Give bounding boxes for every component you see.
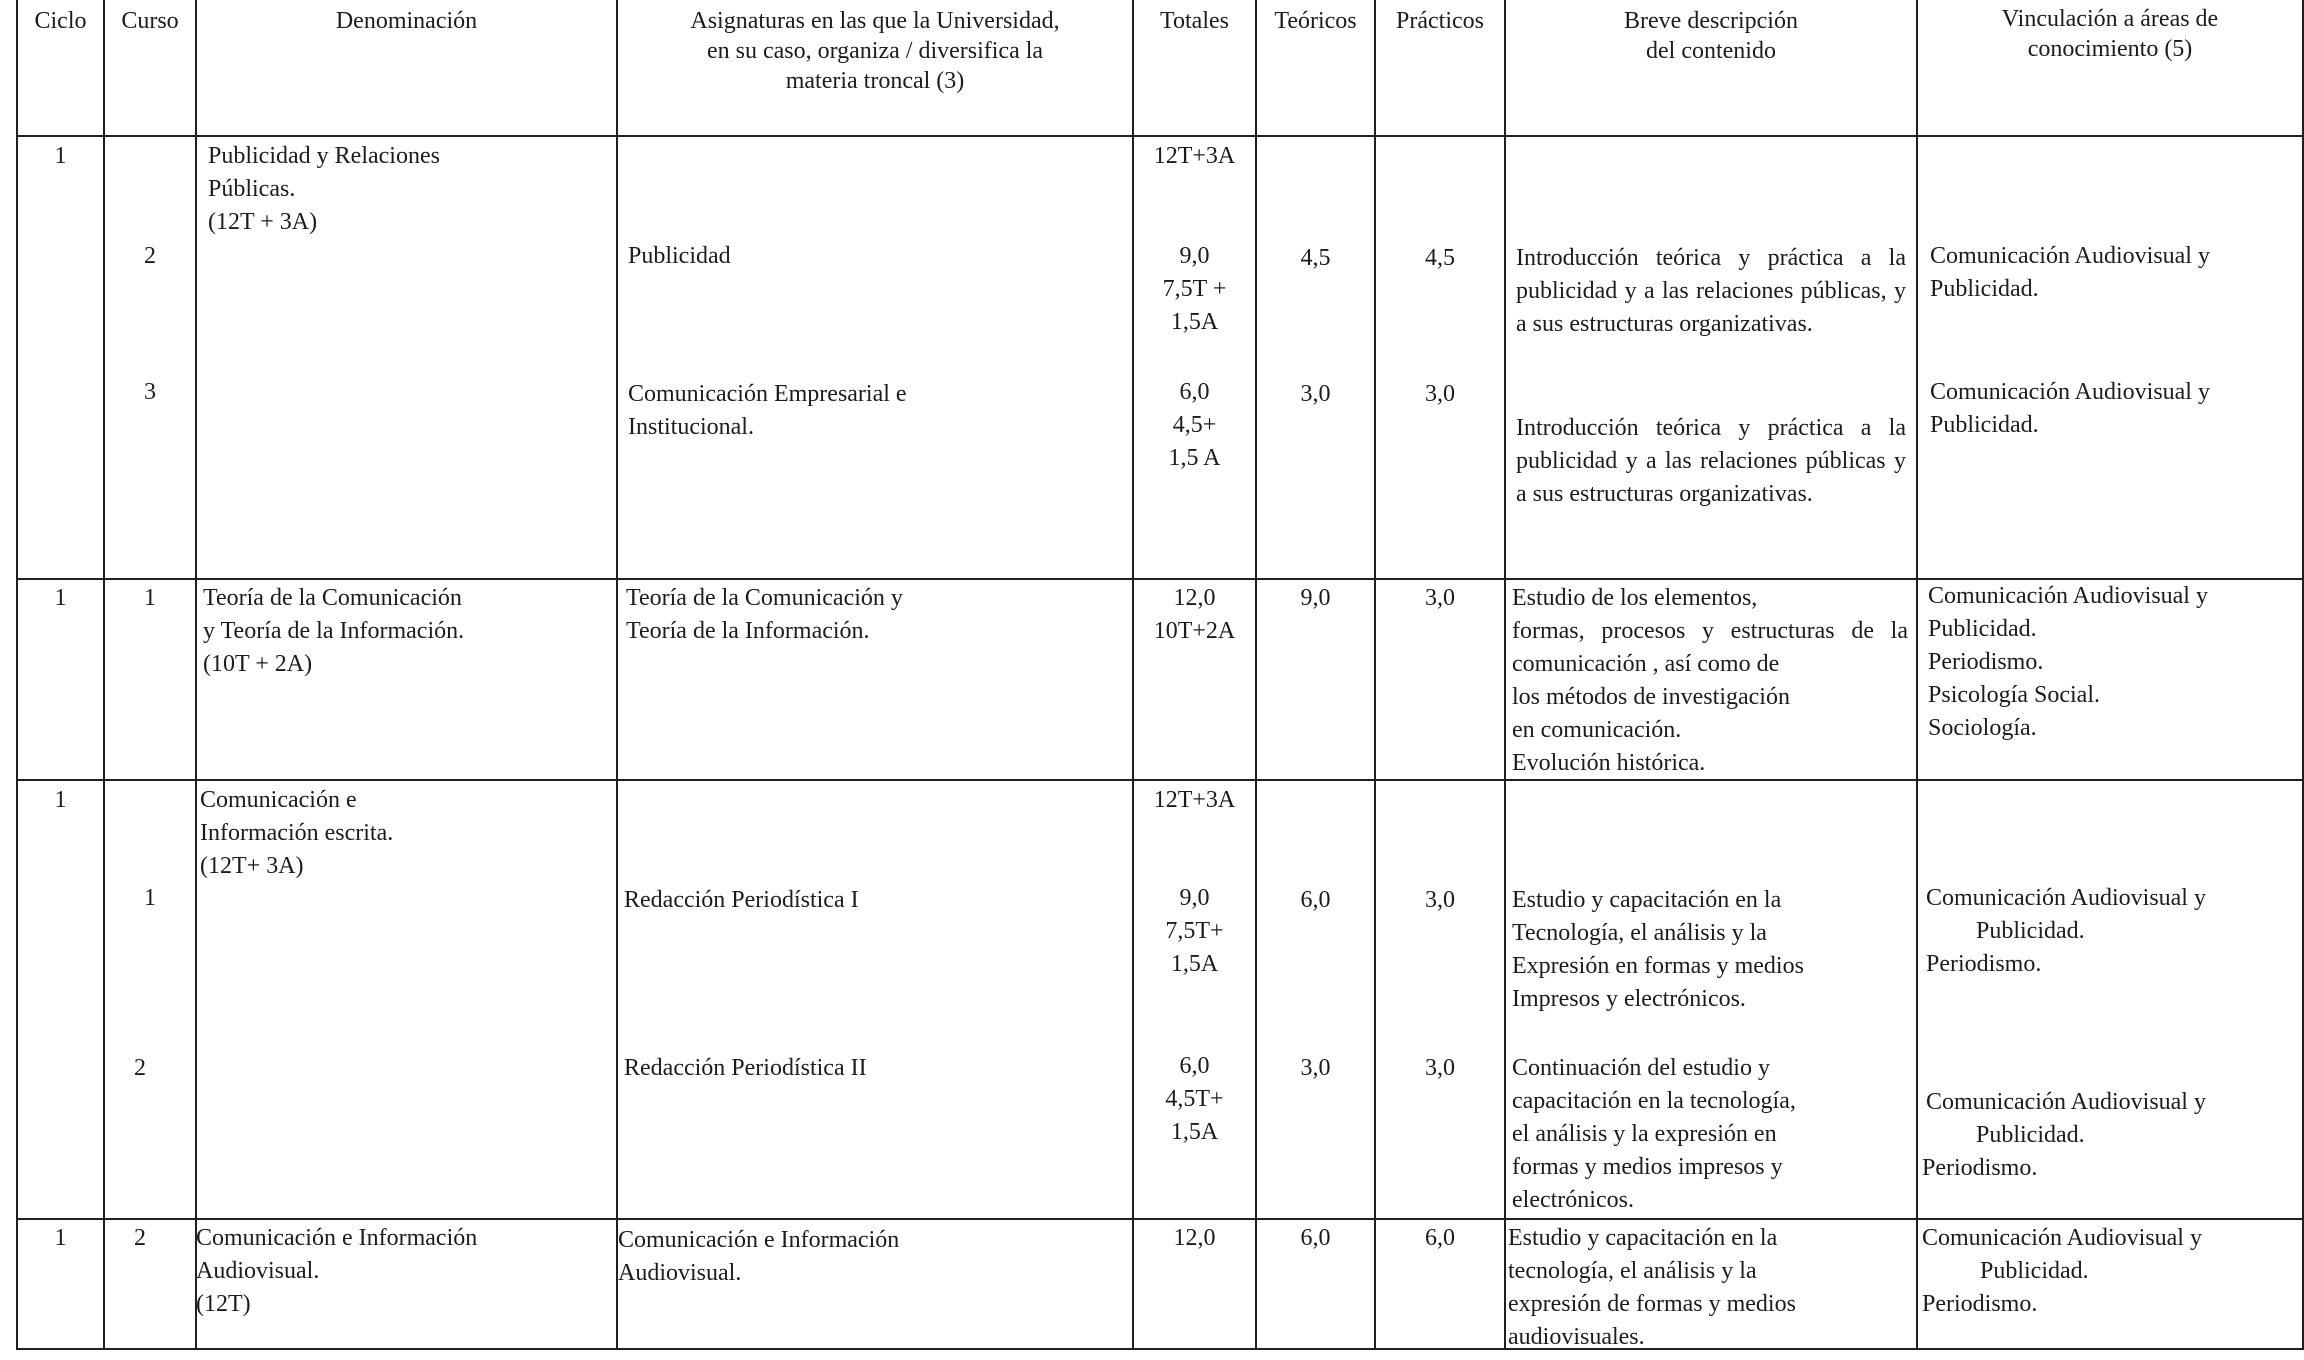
block2-descripcion-l3: los métodos de investigación en comunicación. Evolución histórica. <box>1512 684 1790 776</box>
row-divider <box>16 1348 2304 1350</box>
block2-asignatura: Teoría de la Comunicación y Teoría de la Información. <box>626 585 903 644</box>
block3-totales: 12T+3A <box>1153 787 1236 813</box>
block3-row2-curso: 2 <box>134 1055 146 1081</box>
block1-row2-practicos: 3,0 <box>1425 381 1455 407</box>
block2-descripcion-l1: Estudio de los elementos, <box>1512 585 1758 611</box>
block4-practicos: 6,0 <box>1425 1225 1455 1251</box>
block3-row2-practicos: 3,0 <box>1425 1055 1455 1081</box>
header-teoricos: Teóricos <box>1274 8 1357 34</box>
row-divider <box>16 135 2304 137</box>
block2-practicos: 3,0 <box>1425 585 1455 611</box>
block4-vinculacion-l2: Publicidad. <box>1980 1258 2089 1284</box>
column-divider <box>1374 0 1376 1350</box>
block3-row1-teoricos: 6,0 <box>1300 887 1331 913</box>
column-divider <box>16 0 18 1350</box>
block1-totales: 12T+3A <box>1153 143 1236 169</box>
block2-teoricos: 9,0 <box>1300 585 1331 611</box>
block3-row1-vinculacion-l1: Comunicación Audiovisual y <box>1926 885 2206 911</box>
block3-row2-teoricos: 3,0 <box>1300 1055 1331 1081</box>
block2-totales: 12,0 10T+2A <box>1153 585 1236 644</box>
block3-row1-descripcion: Estudio y capacitación en la Tecnología, el análisis y la Expresión en formas y medios Impresos y electrónicos. <box>1512 887 1804 1012</box>
block3-row1-asignatura: Redacción Periodística I <box>624 887 859 913</box>
block4-teoricos: 6,0 <box>1300 1225 1331 1251</box>
block1-row1-asignatura: Publicidad <box>628 243 731 269</box>
block4-vinculacion-l1: Comunicación Audiovisual y <box>1922 1225 2202 1251</box>
block2-vinculacion: Comunicación Audiovisual y Publicidad. Periodismo. Psicología Social. Sociología. <box>1928 583 2208 741</box>
block4-asignatura: Comunicación e Información Audiovisual. <box>618 1227 900 1286</box>
header-totales: Totales <box>1160 8 1229 34</box>
header-asignaturas: Asignaturas en las que la Universidad, en su caso, organiza / diversifica la materia troncal (3) <box>690 8 1060 94</box>
block2-denominacion: Teoría de la Comunicación y Teoría de la Información. (10T + 2A) <box>203 585 465 677</box>
column-divider <box>103 0 105 1350</box>
block3-row2-totales: 6,0 4,5T+ 1,5A <box>1165 1053 1224 1145</box>
block4-descripcion: Estudio y capacitación en la tecnología, el análisis y la expresión de formas y medios audiovisuales. <box>1508 1225 1796 1350</box>
block1-row1-vinculacion: Comunicación Audiovisual y Publicidad. <box>1930 243 2210 302</box>
block4-curso: 2 <box>134 1225 146 1251</box>
block2-ciclo: 1 <box>54 585 67 611</box>
header-descripcion: Breve descripción del contenido <box>1624 8 1798 64</box>
block1-row1-curso: 2 <box>144 243 156 269</box>
block3-denominacion: Comunicación e Información escrita. (12T+ 3A) <box>200 787 394 879</box>
block1-row2-totales: 6,0 4,5+ 1,5 A <box>1168 379 1221 471</box>
block3-row1-vinculacion-l3: Periodismo. <box>1926 951 2042 977</box>
header-curso: Curso <box>121 8 179 34</box>
block2-descripcion-l2: formas, procesos y estructuras de la comunicación , así como de <box>1512 618 1908 677</box>
block1-row2-curso: 3 <box>144 379 156 405</box>
block3-row1-practicos: 3,0 <box>1425 887 1455 913</box>
row-divider <box>16 779 2304 781</box>
block4-totales: 12,0 <box>1173 1225 1216 1251</box>
block4-denominacion: Comunicación e Información Audiovisual. (12T) <box>196 1225 478 1317</box>
row-divider <box>16 1218 2304 1220</box>
block3-row2-asignatura: Redacción Periodística II <box>624 1055 867 1081</box>
block3-row1-totales: 9,0 7,5T+ 1,5A <box>1165 885 1224 977</box>
header-practicos: Prácticos <box>1396 8 1484 34</box>
block3-row2-vinculacion-l1: Comunicación Audiovisual y <box>1926 1089 2206 1115</box>
column-divider <box>1504 0 1506 1350</box>
header-vinculacion: Vinculación a áreas de conocimiento (5) <box>2001 6 2219 62</box>
block3-row2-descripcion: Continuación del estudio y capacitación en la tecnología, el análisis y la expresión en formas y medios impresos y electrónicos. <box>1512 1055 1796 1213</box>
block3-row1-vinculacion-l2: Publicidad. <box>1976 918 2085 944</box>
block1-row2-teoricos: 3,0 <box>1300 381 1331 407</box>
column-divider <box>195 0 197 1350</box>
block1-row2-vinculacion: Comunicación Audiovisual y Publicidad. <box>1930 379 2210 438</box>
block3-row2-vinculacion-l2: Publicidad. <box>1976 1122 2085 1148</box>
block3-row1-curso: 1 <box>144 885 156 911</box>
column-divider <box>616 0 618 1350</box>
block1-row2-asignatura: Comunicación Empresarial e Institucional. <box>628 381 907 440</box>
block4-ciclo: 1 <box>54 1225 67 1251</box>
header-ciclo: Ciclo <box>34 8 87 34</box>
header-denominacion: Denominación <box>335 8 478 34</box>
block1-denominacion: Publicidad y Relaciones Públicas. (12T + 3A) <box>208 143 440 235</box>
column-divider <box>1916 0 1918 1350</box>
block1-row1-descripcion: Introducción teórica y práctica a la publicidad y a las relaciones públicas, y a sus estructuras organizativas. <box>1516 245 1906 337</box>
block1-ciclo: 1 <box>54 143 67 169</box>
column-divider <box>1255 0 1257 1350</box>
block1-row2-descripcion: Introducción teórica y práctica a la publicidad y a las relaciones públicas y a sus estructuras organizativas. <box>1516 415 1906 507</box>
block1-row1-totales: 9,0 7,5T + 1,5A <box>1162 243 1227 335</box>
block3-row2-vinculacion-l3: Periodismo. <box>1922 1155 2038 1181</box>
block3-ciclo: 1 <box>54 787 67 813</box>
block2-curso: 1 <box>144 585 156 611</box>
block4-vinculacion-l3: Periodismo. <box>1922 1291 2038 1317</box>
block1-row1-practicos: 4,5 <box>1425 245 1455 271</box>
block1-row1-teoricos: 4,5 <box>1300 245 1331 271</box>
